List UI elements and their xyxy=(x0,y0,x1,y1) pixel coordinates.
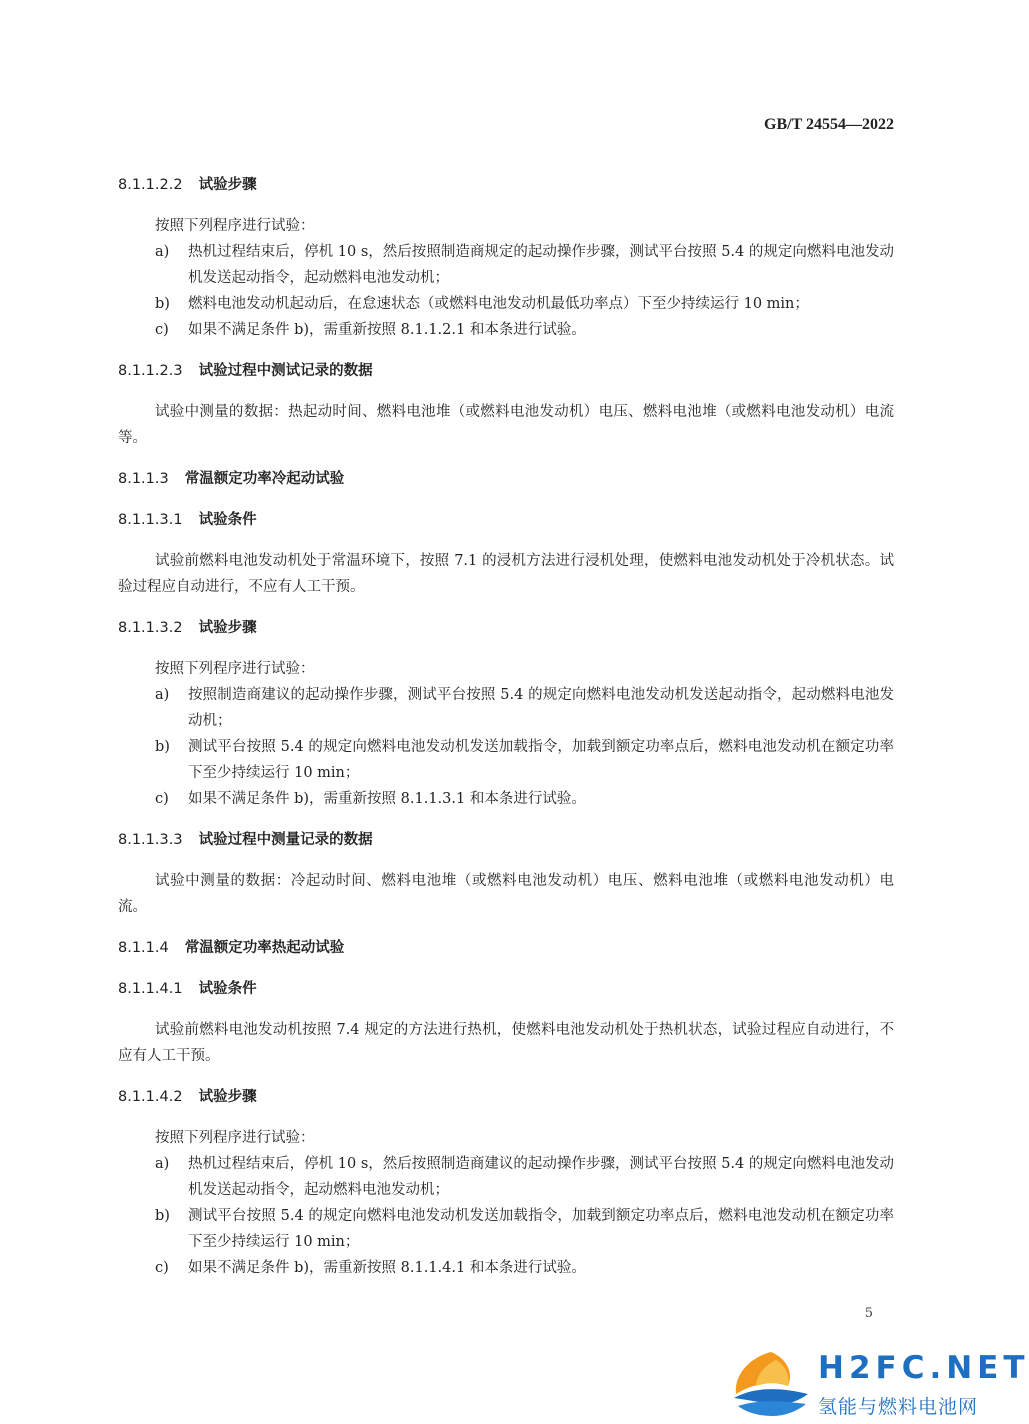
lead-paragraph: 按照下列程序进行试验： xyxy=(155,218,315,234)
body-paragraph: 试验中测量的数据：冷起动时间、燃料电池堆（或燃料电池发动机）电压、燃料电池堆（或燃料电池发动机）电流。 xyxy=(118,873,894,915)
list-item xyxy=(118,317,894,343)
section-number: 8.1.1.3.1 xyxy=(118,512,183,528)
item-text: 测试平台按照 5.4 的规定向燃料电池发动机发送加载指令，加载到额定功率点后，燃料电池发动机在额定功率下至少持续运行 10 min； xyxy=(188,739,894,781)
section-heading xyxy=(118,466,894,492)
section-8-1-1-3 xyxy=(118,466,894,492)
section-number: 8.1.1.3 xyxy=(118,471,169,487)
section-8-1-1-3-2 xyxy=(118,615,894,812)
item-marker: b) xyxy=(155,1208,170,1224)
section-title: 常温额定功率热起动试验 xyxy=(184,940,345,956)
section-title: 试验过程中测试记录的数据 xyxy=(198,363,373,379)
section-8-1-1-4-1 xyxy=(118,976,894,1069)
body-paragraph: 试验中测量的数据：热起动时间、燃料电池堆（或燃料电池发动机）电压、燃料电池堆（或燃料电池发动机）电流等。 xyxy=(118,404,894,446)
item-marker: a) xyxy=(155,1156,170,1172)
step-list xyxy=(118,1151,894,1281)
step-list xyxy=(118,239,894,343)
section-number: 8.1.1.4.2 xyxy=(118,1089,183,1105)
section-number: 8.1.1.4.1 xyxy=(118,981,183,997)
section-title: 常温额定功率冷起动试验 xyxy=(184,471,345,487)
item-text: 测试平台按照 5.4 的规定向燃料电池发动机发送加载指令，加载到额定功率点后，燃料电池发动机在额定功率下至少持续运行 10 min； xyxy=(188,1208,894,1250)
item-text: 如果不满足条件 b)，需重新按照 8.1.1.4.1 和本条进行试验。 xyxy=(188,1260,586,1276)
item-text: 如果不满足条件 b)，需重新按照 8.1.1.3.1 和本条进行试验。 xyxy=(188,791,586,807)
flame-wave-icon xyxy=(728,1348,814,1418)
item-text: 如果不满足条件 b)，需重新按照 8.1.1.2.1 和本条进行试验。 xyxy=(188,322,586,338)
item-text: 热机过程结束后，停机 10 s，然后按照制造商规定的起动操作步骤，测试平台按照 5.4 的规定向燃料电池发动机发送起动指令，起动燃料电池发动机； xyxy=(188,244,894,286)
list-item xyxy=(118,786,894,812)
item-text: 热机过程结束后，停机 10 s，然后按照制造商建议的起动操作步骤，测试平台按照 5.4 的规定向燃料电池发动机发送起动指令，起动燃料电池发动机； xyxy=(188,1156,894,1198)
step-list xyxy=(118,682,894,812)
list-item xyxy=(118,734,894,786)
watermark-subtitle: 氢能与燃料电池网 xyxy=(818,1396,979,1418)
section-8-1-1-2-2 xyxy=(118,172,894,343)
body-paragraph: 试验前燃料电池发动机处于常温环境下，按照 7.1 的浸机方法进行浸机处理，使燃料电池发动机处于冷机状态。试验过程应自动进行，不应有人工干预。 xyxy=(118,553,894,595)
section-heading xyxy=(118,1084,894,1110)
section-heading xyxy=(118,976,894,1002)
watermark-title: H2FC.NET xyxy=(818,1350,1029,1386)
item-marker: c) xyxy=(155,1260,169,1276)
section-number: 8.1.1.3.2 xyxy=(118,620,183,636)
body-paragraph: 试验前燃料电池发动机按照 7.4 规定的方法进行热机，使燃料电池发动机处于热机状态，试验过程应自动进行，不应有人工干预。 xyxy=(118,1022,894,1064)
section-title: 试验步骤 xyxy=(198,1089,257,1105)
section-heading xyxy=(118,507,894,533)
section-heading xyxy=(118,935,894,961)
section-number: 8.1.1.2.3 xyxy=(118,363,183,379)
section-heading xyxy=(118,358,894,384)
list-item xyxy=(118,1255,894,1281)
section-8-1-1-3-1 xyxy=(118,507,894,600)
watermark-logo xyxy=(726,1348,1029,1420)
section-8-1-1-2-3 xyxy=(118,358,894,451)
section-number: 8.1.1.2.2 xyxy=(118,177,183,193)
list-item xyxy=(118,239,894,291)
item-marker: b) xyxy=(155,739,170,755)
list-item xyxy=(118,291,894,317)
lead-paragraph: 按照下列程序进行试验： xyxy=(155,661,315,677)
section-8-1-1-3-3 xyxy=(118,827,894,920)
section-title: 试验条件 xyxy=(198,512,257,528)
item-text: 燃料电池发动机起动后，在怠速状态（或燃料电池发动机最低功率点）下至少持续运行 10 min； xyxy=(188,296,809,312)
list-item xyxy=(118,1151,894,1203)
section-title: 试验过程中测量记录的数据 xyxy=(198,832,373,848)
list-item xyxy=(118,682,894,734)
section-title: 试验条件 xyxy=(198,981,257,997)
section-8-1-1-4-2 xyxy=(118,1084,894,1281)
section-title: 试验步骤 xyxy=(198,620,257,636)
item-marker: c) xyxy=(155,791,169,807)
item-marker: a) xyxy=(155,687,170,703)
document-body xyxy=(118,172,894,1296)
section-heading xyxy=(118,172,894,198)
list-item xyxy=(118,1203,894,1255)
item-marker: b) xyxy=(155,296,170,312)
section-number: 8.1.1.3.3 xyxy=(118,832,183,848)
section-heading xyxy=(118,615,894,641)
section-number: 8.1.1.4 xyxy=(118,940,169,956)
item-marker: a) xyxy=(155,244,170,260)
lead-paragraph: 按照下列程序进行试验： xyxy=(155,1130,315,1146)
section-heading xyxy=(118,827,894,853)
item-text: 按照制造商建议的起动操作步骤，测试平台按照 5.4 的规定向燃料电池发动机发送起动指令，起动燃料电池发动机； xyxy=(188,687,894,729)
section-8-1-1-4 xyxy=(118,935,894,961)
item-marker: c) xyxy=(155,322,169,338)
standard-code: GB/T 24554—2022 xyxy=(764,116,894,133)
page-number: 5 xyxy=(864,1306,873,1321)
section-title: 试验步骤 xyxy=(198,177,257,193)
